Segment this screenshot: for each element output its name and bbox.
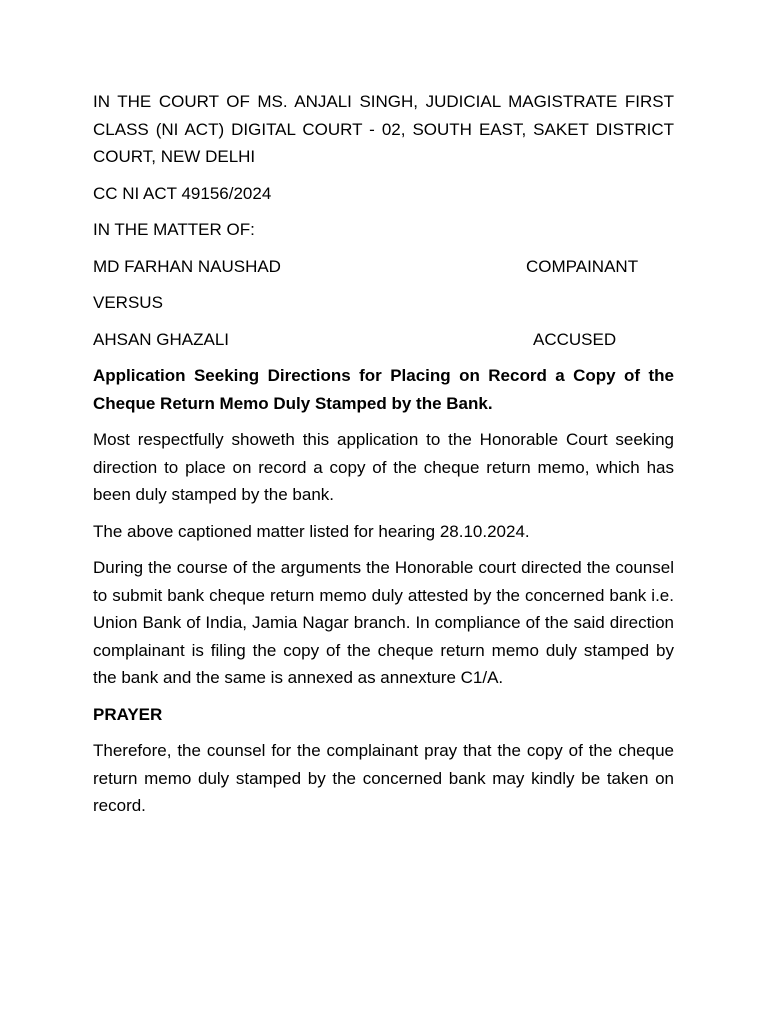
matter-label: IN THE MATTER OF: — [93, 220, 255, 239]
accused-name: AHSAN GHAZALI — [93, 329, 230, 349]
prayer-heading: PRAYER — [93, 704, 163, 724]
complainant-name: MD FARHAN NAUSHAD — [93, 256, 281, 276]
versus-label: VERSUS — [93, 293, 163, 312]
application-title: Application Seeking Directions for Placing on Record a Copy of the Cheque Return Memo Duly Stamped by the Bank. — [93, 366, 674, 413]
court-heading: IN THE COURT OF MS. ANJALI SINGH, JUDICIAL MAGISTRATE FIRST CLASS (NI ACT) DIGITAL COURT - 02, SOUTH EAST, SAKET DISTRICT COURT, NEW DELHI — [93, 92, 674, 166]
accused-role: ACCUSED — [533, 329, 617, 349]
body-paragraph-1: Most respectfully showeth this application to the Honorable Court seeking direction to place on record a copy of the cheque return memo, which has been duly stamped by the bank. — [93, 430, 674, 504]
complainant-role: COMPAINANT — [526, 256, 639, 276]
body-paragraph-3: During the course of the arguments the Honorable court directed the counsel to submit bank cheque return memo duly attested by the concerned bank i.e. Union Bank of India, Jamia Nagar branch. In compliance of the said direction complainant is filing the copy of the cheque return memo duly stamped by the bank and the same is annexed as annexture C1/A. — [93, 558, 674, 687]
case-number: CC NI ACT 49156/2024 — [93, 183, 272, 203]
prayer-text: Therefore, the counsel for the complainant pray that the copy of the cheque return memo duly stamped by the concerned bank may kindly be taken on record. — [93, 741, 674, 815]
body-paragraph-2: The above captioned matter listed for hearing 28.10.2024. — [93, 521, 530, 541]
accused-row — [93, 326, 674, 354]
complainant-row — [93, 253, 674, 281]
document-body — [93, 88, 674, 829]
